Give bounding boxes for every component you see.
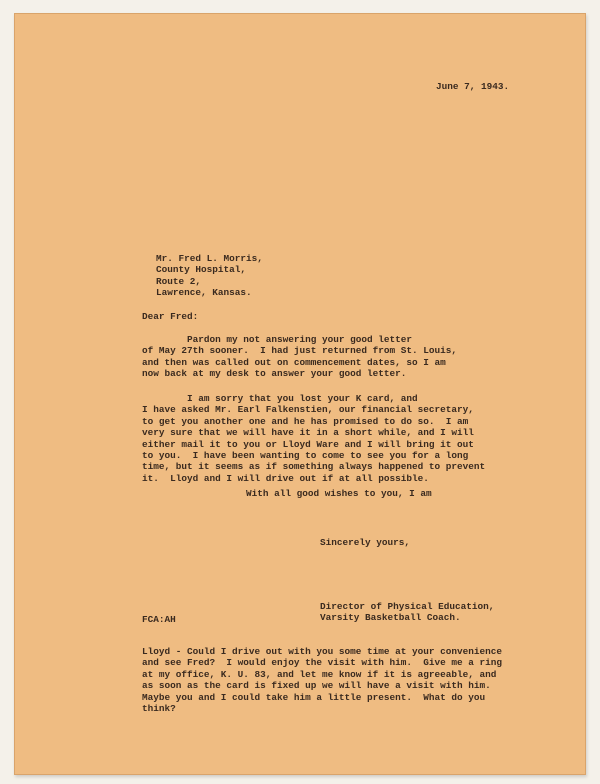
signature-title: Varsity Basketball Coach. — [320, 612, 461, 624]
typist-initials: FCA:AH — [142, 614, 176, 625]
postscript-line: at my office, K. U. 83, and let me know if it is agreeable, and — [142, 668, 497, 680]
signature-title: Director of Physical Education, — [320, 601, 495, 612]
postscript-line: Maybe you and I could take him a little present. What do you — [142, 691, 486, 703]
paragraph-2 — [142, 393, 485, 484]
paragraph-line: very sure that we will have it in a short while, and I will — [142, 427, 474, 439]
letter-body — [14, 13, 586, 775]
paragraph-line: I have asked Mr. Earl Falkenstien, our financial secretary, — [142, 404, 474, 416]
paragraph-line: I am sorry that you lost your K card, and — [142, 393, 418, 404]
recipient-address — [156, 253, 263, 299]
paragraph-line: to you. I have been wanting to come to see you for a long — [142, 450, 469, 462]
postscript-line: and see Fred? I would enjoy the visit with him. Give me a ring — [142, 657, 503, 669]
address-line: County Hospital, — [156, 264, 247, 276]
address-line: Lawrence, Kansas. — [156, 287, 252, 299]
address-line: Mr. Fred L. Morris, — [156, 253, 263, 264]
postscript-line: think? — [142, 703, 176, 715]
salutation: Dear Fred: — [142, 311, 199, 322]
paragraph-line: Pardon my not answering your good letter — [142, 334, 413, 345]
paragraph-line: of May 27th sooner. I had just returned from St. Louis, — [142, 345, 458, 357]
paragraph-line: time, but it seems as if something always happened to prevent — [142, 461, 486, 473]
closing-wish: With all good wishes to you, I am — [246, 488, 432, 499]
paragraph-line: either mail it to you or Lloyd Ware and I will bring it out — [142, 438, 474, 450]
letter-date: June 7, 1943. — [436, 81, 510, 92]
postscript — [142, 646, 502, 714]
paragraph-line: to get you another one and he has promised to do so. I am — [142, 415, 469, 427]
paragraph-line: it. Lloyd and I will drive out if at all possible. — [142, 472, 429, 484]
paragraph-line: now back at my desk to answer your good letter. — [142, 368, 407, 380]
complimentary-close: Sincerely yours, — [320, 537, 411, 548]
letter-page — [14, 13, 586, 775]
paragraph-line: and then was called out on commencement dates, so I am — [142, 356, 446, 368]
address-line: Route 2, — [156, 275, 202, 287]
postscript-line: Lloyd - Could I drive out with you some time at your convenience — [142, 646, 503, 657]
paragraph-1 — [142, 334, 457, 380]
postscript-line: as soon as the card is fixed up we will have a visit with him. — [142, 680, 491, 692]
signature-block — [320, 601, 494, 624]
